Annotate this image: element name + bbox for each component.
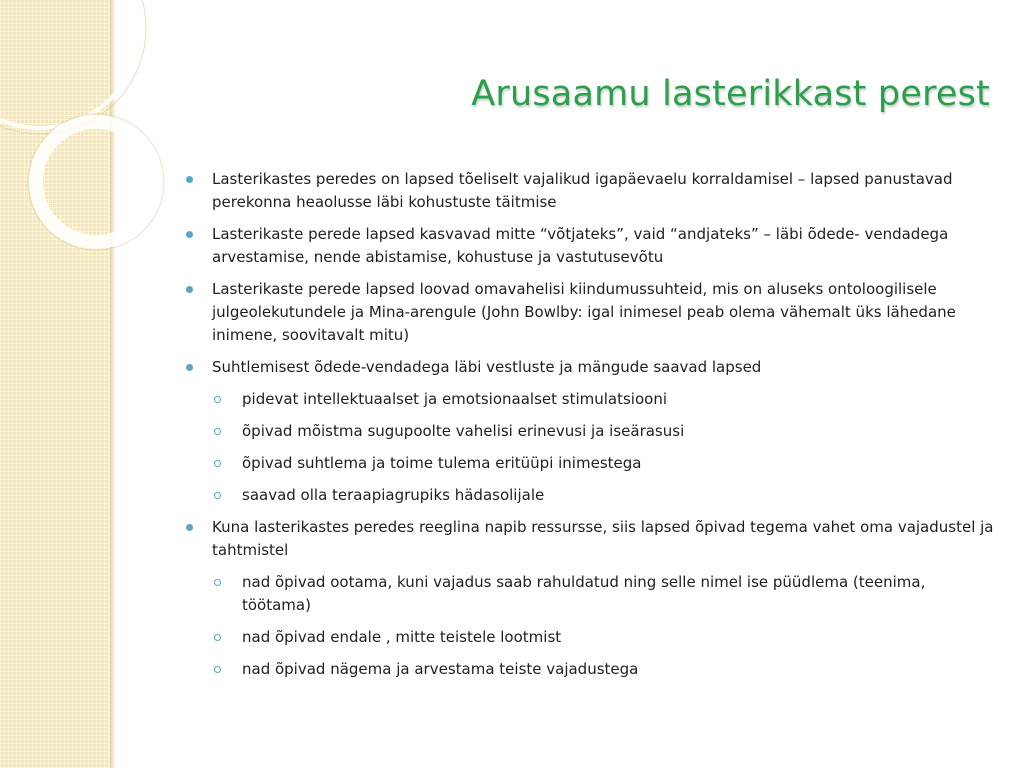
hollow-circle-bullet-icon xyxy=(214,666,221,673)
bullet-list xyxy=(186,168,998,681)
sub-bullet-item xyxy=(186,571,998,617)
hollow-circle-bullet-icon xyxy=(214,428,221,435)
bullet-text: õpivad mõistma sugupoolte vahelisi erinevusi ja iseärasusi xyxy=(242,422,685,440)
hollow-circle-bullet-icon xyxy=(214,579,221,586)
filled-circle-bullet-icon xyxy=(186,231,193,238)
sub-bullet-item xyxy=(186,484,998,507)
bullet-text: Suhtlemisest õdede-vendadega läbi vestluste ja mängude saavad lapsed xyxy=(212,358,762,376)
bullet-item xyxy=(186,356,998,379)
filled-circle-bullet-icon xyxy=(186,176,193,183)
bullet-text: Lasterikastes peredes on lapsed tõeliselt vajalikud igapäevaelu korraldamisel – lapsed panustavad perekonna heaolusse läbi kohustuste täitmise xyxy=(212,170,953,211)
hollow-circle-bullet-icon xyxy=(214,396,221,403)
bullet-text: Lasterikaste perede lapsed loovad omavahelisi kiindumussuhteid, mis on aluseks ontoloogilisele julgeolekutundele ja Mina-arengule (John Bowlby: igal inimesel peab olema vähemalt üks lähedane inimene, soovitavalt mitu) xyxy=(212,280,956,344)
bullet-item xyxy=(186,278,998,347)
hollow-circle-bullet-icon xyxy=(214,460,221,467)
filled-circle-bullet-icon xyxy=(186,286,193,293)
bullet-text: nad õpivad nägema ja arvestama teiste vajadustega xyxy=(242,660,639,678)
sub-bullet-item xyxy=(186,388,998,411)
bullet-item xyxy=(186,168,998,214)
sub-bullet-item xyxy=(186,452,998,475)
bullet-text: Kuna lasterikastes peredes reeglina napib ressursse, siis lapsed õpivad tegema vahet oma vajadustel ja tahtmistel xyxy=(212,518,994,559)
bullet-text: pidevat intellektuaalset ja emotsionaalset stimulatsiooni xyxy=(242,390,667,408)
hollow-circle-bullet-icon xyxy=(214,634,221,641)
bullet-text: saavad olla teraapiagrupiks hädasolijale xyxy=(242,486,545,504)
bullet-text: nad õpivad endale , mitte teistele lootmist xyxy=(242,628,562,646)
sub-bullet-item xyxy=(186,420,998,443)
bullet-text: nad õpivad ootama, kuni vajadus saab rahuldatud ning selle nimel ise püüdlema (teenima, töötama) xyxy=(242,573,926,614)
bullet-text: õpivad suhtlema ja toime tulema eritüüpi inimestega xyxy=(242,454,642,472)
sub-bullet-item xyxy=(186,658,998,681)
bullet-item xyxy=(186,516,998,562)
decorative-rings xyxy=(0,0,200,260)
filled-circle-bullet-icon xyxy=(186,364,193,371)
hollow-circle-bullet-icon xyxy=(214,492,221,499)
bullet-text: Lasterikaste perede lapsed kasvavad mitte “võtjateks”, vaid “andjateks” – läbi õdede- vendadega arvestamise, nende abistamise, kohustuse ja vastutusevõtu xyxy=(212,225,949,266)
sub-bullet-item xyxy=(186,626,998,649)
bullet-list-container xyxy=(186,168,998,690)
slide-title: Arusaamu lasterikkast perest xyxy=(471,74,990,114)
filled-circle-bullet-icon xyxy=(186,524,193,531)
bullet-item xyxy=(186,223,998,269)
